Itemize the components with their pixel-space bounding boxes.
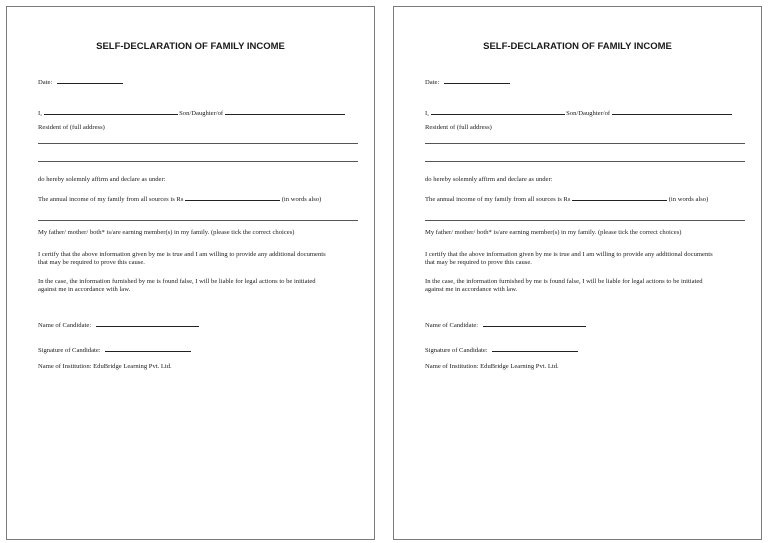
liability-line-1: In the case, the information furnished by me is found false, I will be liable for legal actions to be initiated: [425, 278, 703, 285]
name-prefix: I,: [38, 110, 42, 117]
date-blank[interactable]: [57, 77, 123, 84]
liability-paragraph: [425, 278, 755, 294]
signature-blank[interactable]: [105, 345, 191, 352]
applicant-name-blank[interactable]: [44, 108, 178, 115]
certify-paragraph: [425, 251, 755, 267]
signature-row: [38, 345, 191, 355]
address-line-2[interactable]: [425, 161, 745, 162]
signature-label: Signature of Candidate:: [425, 347, 488, 354]
declare-text: do hereby solemnly affirm and declare as under:: [38, 176, 166, 183]
income-prefix: The annual income of my family from all sources is Rs: [38, 196, 184, 203]
relation-label: Son/Daughter/of: [566, 110, 611, 117]
income-row: [38, 194, 321, 204]
declare-text: do hereby solemnly affirm and declare as under:: [425, 176, 553, 183]
institution-text: Name of Institution: EduBridge Learning Pvt. Ltd.: [38, 363, 172, 370]
date-row: [38, 77, 123, 87]
candidate-name-blank[interactable]: [483, 320, 586, 327]
certify-line-2: that may be required to prove this cause.: [425, 259, 532, 267]
date-row: [425, 77, 510, 87]
name-row: [425, 108, 732, 118]
signature-row: [425, 345, 578, 355]
form-title: SELF-DECLARATION OF FAMILY INCOME: [483, 41, 672, 52]
parent-name-blank[interactable]: [225, 108, 345, 115]
relation-label: Son/Daughter/of: [179, 110, 224, 117]
name-row: [38, 108, 345, 118]
income-prefix: The annual income of my family from all sources is Rs: [425, 196, 571, 203]
declaration-page-right: [393, 6, 762, 540]
candidate-name-label: Name of Candidate:: [425, 322, 479, 329]
resident-label: Resident of (full address): [425, 124, 492, 131]
earning-text: My father/ mother/ both* is/are earning member(s) in my family. (please tick the correct choices): [425, 229, 682, 236]
candidate-name-row: [425, 320, 586, 330]
liability-paragraph: [38, 278, 368, 294]
liability-line-1: In the case, the information furnished by me is found false, I will be liable for legal actions to be initiated: [38, 278, 316, 285]
applicant-name-blank[interactable]: [431, 108, 565, 115]
earning-text: My father/ mother/ both* is/are earning member(s) in my family. (please tick the correct choices): [38, 229, 295, 236]
income-amount-blank[interactable]: [572, 194, 667, 201]
institution-text: Name of Institution: EduBridge Learning Pvt. Ltd.: [425, 363, 559, 370]
certify-line-1: I certify that the above information given by me is true and I am willing to provide any additional documents: [38, 251, 326, 258]
certify-line-2: that may be required to prove this cause.: [38, 259, 145, 267]
income-words-line[interactable]: [38, 220, 358, 221]
address-line-1[interactable]: [38, 143, 358, 144]
date-label: Date:: [425, 79, 440, 86]
date-blank[interactable]: [444, 77, 510, 84]
address-line-1[interactable]: [425, 143, 745, 144]
liability-line-2: against me in accordance with law.: [38, 286, 131, 294]
certify-line-1: I certify that the above information given by me is true and I am willing to provide any additional documents: [425, 251, 713, 258]
income-suffix: (in words also): [281, 196, 322, 203]
income-suffix: (in words also): [668, 196, 709, 203]
income-amount-blank[interactable]: [185, 194, 280, 201]
income-row: [425, 194, 708, 204]
candidate-name-blank[interactable]: [96, 320, 199, 327]
signature-label: Signature of Candidate:: [38, 347, 101, 354]
candidate-name-row: [38, 320, 199, 330]
address-line-2[interactable]: [38, 161, 358, 162]
form-title: SELF-DECLARATION OF FAMILY INCOME: [96, 41, 285, 52]
income-words-line[interactable]: [425, 220, 745, 221]
liability-line-2: against me in accordance with law.: [425, 286, 518, 294]
resident-label: Resident of (full address): [38, 124, 105, 131]
declaration-page-left: [6, 6, 375, 540]
date-label: Date:: [38, 79, 53, 86]
certify-paragraph: [38, 251, 368, 267]
name-prefix: I,: [425, 110, 429, 117]
parent-name-blank[interactable]: [612, 108, 732, 115]
signature-blank[interactable]: [492, 345, 578, 352]
candidate-name-label: Name of Candidate:: [38, 322, 92, 329]
